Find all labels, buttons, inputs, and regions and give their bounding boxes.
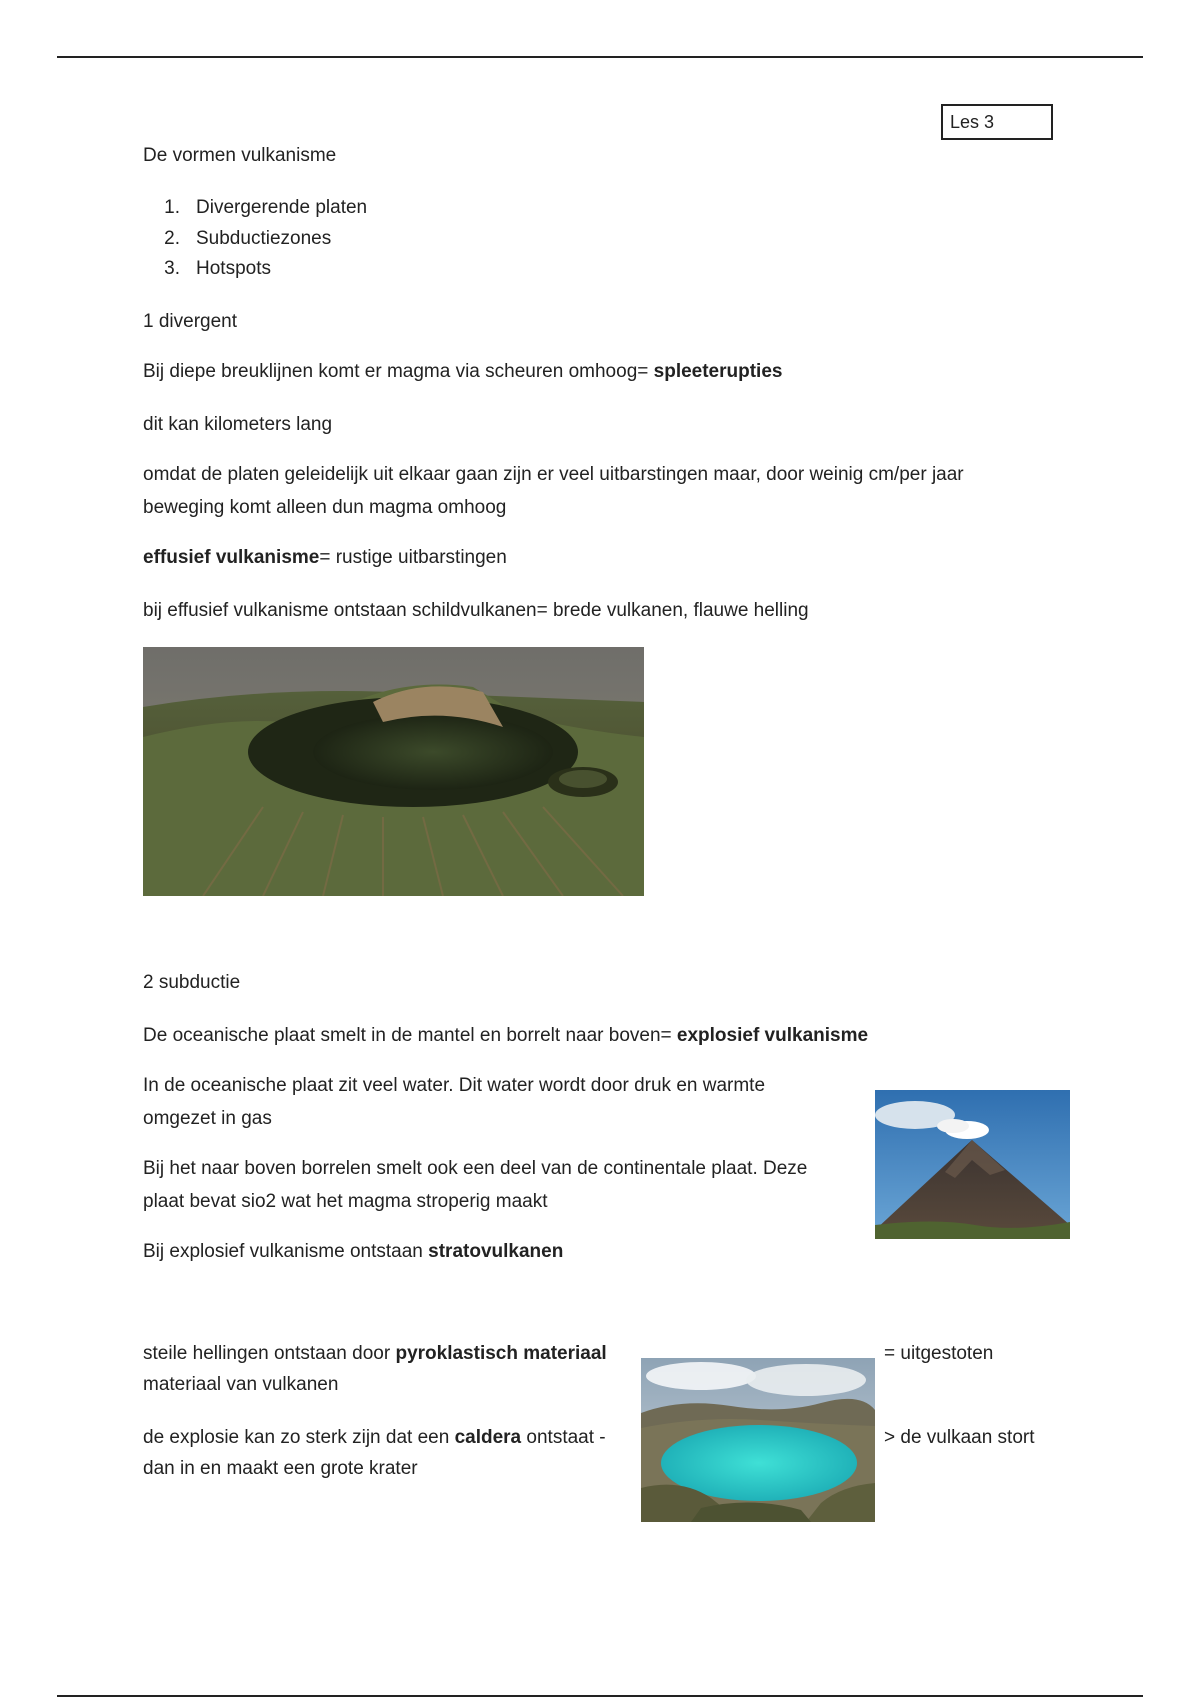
lesson-badge: Les 3	[941, 104, 1053, 140]
paragraph-plates-line2: beweging komt alleen dun magma omhoog	[143, 497, 507, 518]
paragraph-schildvulkanen: bij effusief vulkanisme ontstaan schildvulkanen= brede vulkanen, flauwe helling	[143, 600, 809, 621]
paragraph-caldera-line2: dan in en maakt een grote krater	[143, 1458, 418, 1479]
bottom-rule	[57, 1695, 1143, 1697]
paragraph-explosief: De oceanische plaat smelt in de mantel en borrelt naar boven= explosief vulkanisme	[143, 1025, 869, 1046]
list-item: 1. Divergerende platen	[164, 197, 368, 218]
paragraph-caldera-tail: > de vulkaan stort	[884, 1427, 1035, 1448]
paragraph-stratovulkanen: Bij explosief vulkanisme ontstaan stratovulkanen	[143, 1241, 564, 1262]
paragraph-sio2-line1: Bij het naar boven borrelen smelt ook een deel van de continentale plaat. Deze	[143, 1158, 808, 1179]
paragraph-pyroklastisch-tail: = uitgestoten	[884, 1343, 994, 1364]
paragraph-caldera-line1: de explosie kan zo sterk zijn dat een caldera ontstaat -	[143, 1427, 606, 1448]
paragraph-pyroklastisch-line2: materiaal van vulkanen	[143, 1374, 339, 1395]
paragraph-effusief: effusief vulkanisme= rustige uitbarstingen	[143, 547, 507, 568]
list-item: 2. Subductiezones	[164, 227, 332, 249]
section-title-subductie: 2 subductie	[143, 972, 241, 993]
page-heading: De vormen vulkanisme	[143, 145, 337, 166]
shield-volcano-photo	[143, 647, 644, 896]
paragraph-sio2-line2: plaat bevat sio2 wat het magma stroperig maakt	[143, 1191, 548, 1212]
stratovolcano-photo	[875, 1090, 1070, 1239]
paragraph-spleeterupties: Bij diepe breuklijnen komt er magma via scheuren omhoog= spleeterupties	[143, 361, 783, 382]
list-item: 3. Hotspots	[164, 258, 271, 279]
paragraph-water-line2: omgezet in gas	[143, 1108, 272, 1129]
paragraph-pyroklastisch-line1: steile hellingen ontstaan door pyroklastisch materiaal	[143, 1343, 607, 1364]
volcanism-types-list	[143, 193, 367, 285]
section-title-divergent: 1 divergent	[143, 311, 238, 332]
caldera-lake-photo	[641, 1358, 875, 1522]
paragraph-water-line1: In de oceanische plaat zit veel water. Dit water wordt door druk en warmte	[143, 1075, 766, 1096]
paragraph-plates-line1: omdat de platen geleidelijk uit elkaar gaan zijn er veel uitbarstingen maar, door weinig cm/per jaar	[143, 464, 964, 485]
top-rule	[57, 56, 1143, 58]
paragraph-kilometers: dit kan kilometers lang	[143, 414, 333, 435]
